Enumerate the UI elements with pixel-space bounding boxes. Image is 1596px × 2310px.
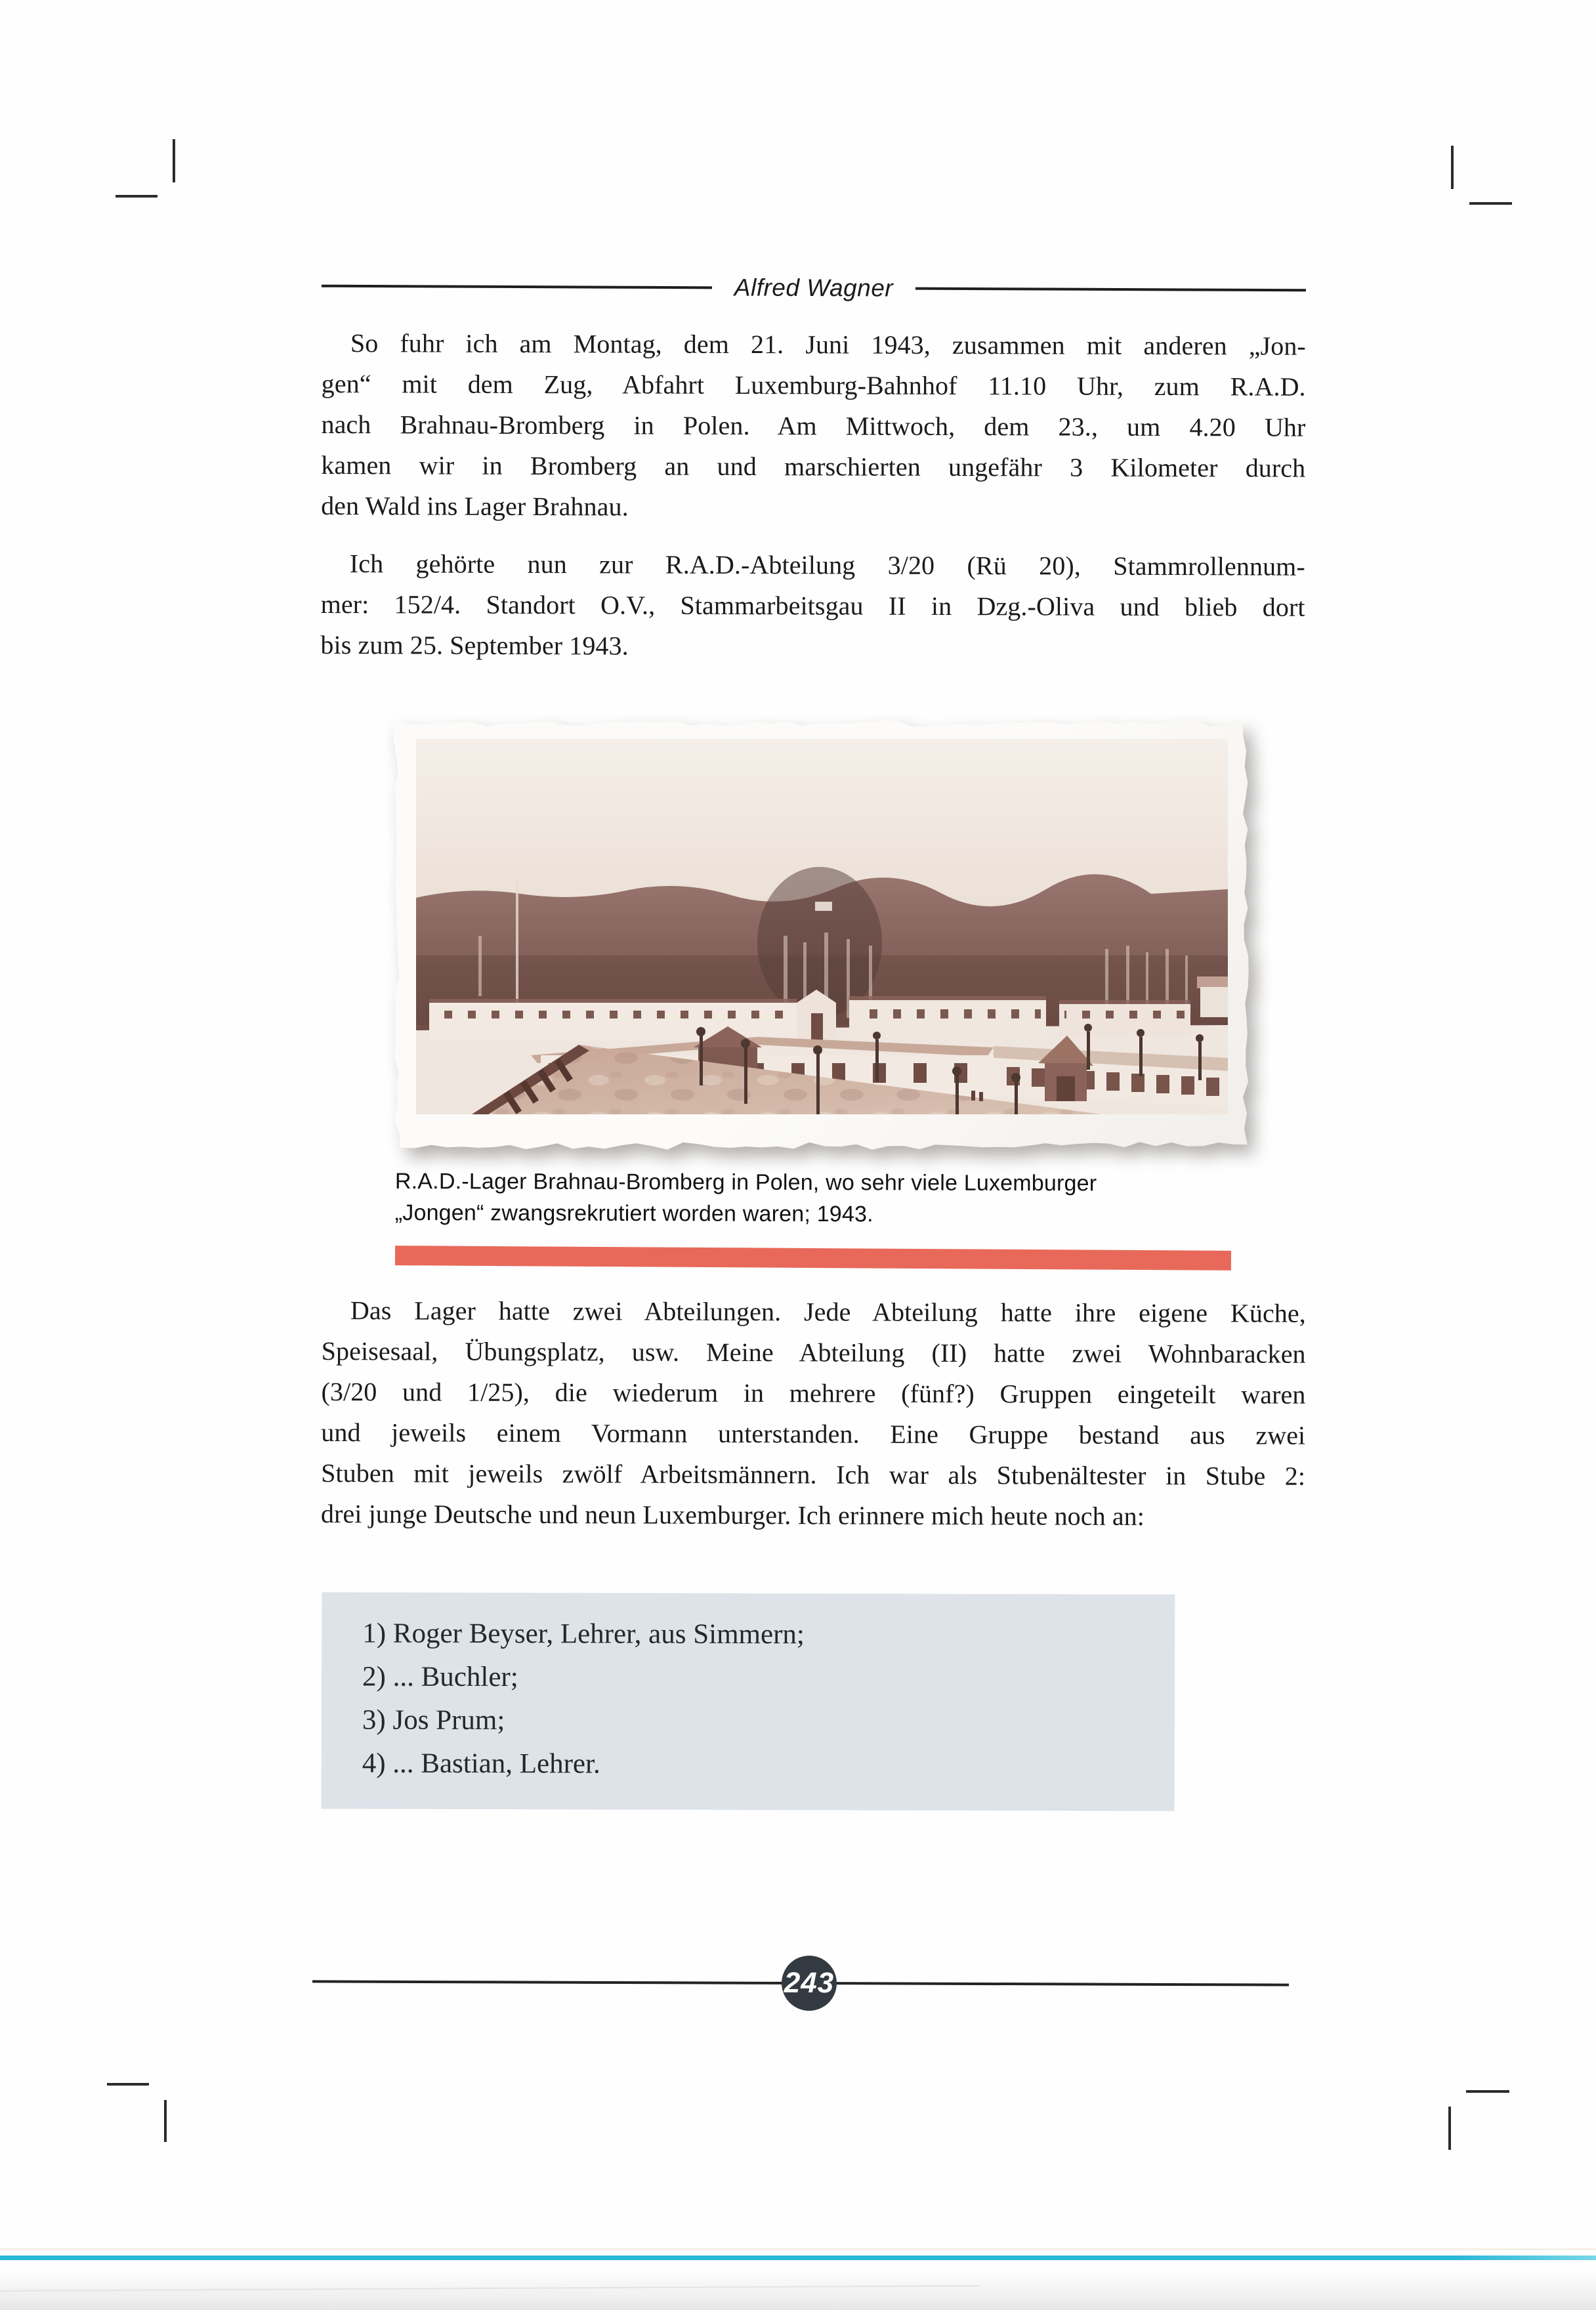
text-line: R.A.D.-Lager Brahnau-Bromberg in Polen, wo sehr viele Luxemburger — [394, 1169, 1097, 1196]
text-line: kamen wir in Bromberg an und marschierten ungefähr 3 Kilometer durch — [321, 450, 1306, 483]
roster-item: 1) Roger Beyser, Lehrer, aus Simmern; — [362, 1618, 805, 1650]
text-line: und jeweils einem Vormann unterstanden. Eine Gruppe bestand aus zwei — [321, 1417, 1306, 1450]
crop-mark-top-right-horizontal — [1469, 202, 1512, 205]
running-head-rule-right — [915, 287, 1306, 292]
text-line: Speisesaal, Übungsplatz, usw. Meine Abteilung (II) hatte zwei Wohnbaracken — [321, 1335, 1306, 1369]
page-footer — [312, 1954, 1289, 2016]
paragraph — [321, 323, 1306, 530]
crop-mark-top-left-vertical — [173, 139, 175, 182]
crop-mark-bottom-right-horizontal — [1466, 2090, 1509, 2093]
crop-mark-bottom-left-horizontal — [107, 2083, 149, 2086]
running-head-rule-left — [322, 285, 712, 289]
photo-sepia-wash — [416, 739, 1228, 1114]
text-line: Ich gehörte nun zur R.A.D.-Abteilung 3/20 (Rü 20), Stammrollennum- — [349, 549, 1305, 581]
paper-edge-line — [0, 2248, 1596, 2250]
body-text-bottom — [321, 1290, 1306, 1555]
photo-deckled-mat — [392, 719, 1250, 1151]
photo-caption — [395, 1166, 1248, 1231]
crop-mark-top-left-horizontal — [116, 195, 158, 198]
roster-item: 4) ... Bastian, Lehrer. — [362, 1748, 600, 1780]
text-line: Stuben mit jeweils zwölf Arbeitsmännern. Ich war als Stubenältester in Stube 2: — [321, 1458, 1306, 1491]
text-line: bis zum 25. September 1943. — [320, 629, 629, 661]
roster-item: 3) Jos Prum; — [362, 1704, 505, 1736]
page-number-badge — [782, 1956, 837, 2011]
roster-box — [322, 1592, 1175, 1811]
text-line: drei junge Deutsche und neun Luxemburger. Ich erinnere mich heute noch an: — [320, 1498, 1145, 1531]
camp-photo-scene — [416, 739, 1228, 1114]
text-line: nach Brahnau-Bromberg in Polen. Am Mittwoch, dem 23., um 4.20 Uhr — [321, 409, 1306, 442]
camp-photograph — [392, 719, 1250, 1151]
text-line: „Jongen“ zwangsrekrutiert worden waren; 1943. — [394, 1200, 873, 1227]
crop-mark-bottom-left-vertical — [164, 2100, 167, 2142]
scanner-glass-line — [0, 2256, 1596, 2260]
running-head-title: Alfred Wagner — [734, 274, 894, 302]
text-line: So fuhr ich am Montag, dem 21. Juni 1943, zusammen mit anderen „Jon- — [350, 328, 1306, 361]
roster-item: 2) ... Buchler; — [362, 1661, 518, 1693]
text-line: (3/20 und 1/25), die wiederum in mehrere (fünf?) Gruppen eingeteilt waren — [321, 1376, 1306, 1410]
text-line: mer: 152/4. Standort O.V., Stammarbeitsgau II in Dzg.-Oliva und blieb dort — [320, 589, 1305, 622]
text-line: gen“ mit dem Zug, Abfahrt Luxemburg-Bahnhof 11.10 Uhr, zum R.A.D. — [321, 368, 1306, 402]
accent-bar — [395, 1246, 1231, 1270]
page-number: 243 — [784, 1966, 835, 2000]
paragraph — [320, 543, 1305, 669]
crop-mark-bottom-right-vertical — [1448, 2107, 1451, 2150]
crop-mark-top-right-vertical — [1451, 146, 1454, 189]
running-head — [322, 263, 1306, 314]
text-line: Das Lager hatte zwei Abteilungen. Jede Abteilung hatte ihre eigene Küche, — [350, 1295, 1306, 1328]
paragraph — [321, 1290, 1306, 1538]
text-line: den Wald ins Lager Brahnau. — [321, 490, 629, 522]
body-text-top — [320, 323, 1306, 686]
